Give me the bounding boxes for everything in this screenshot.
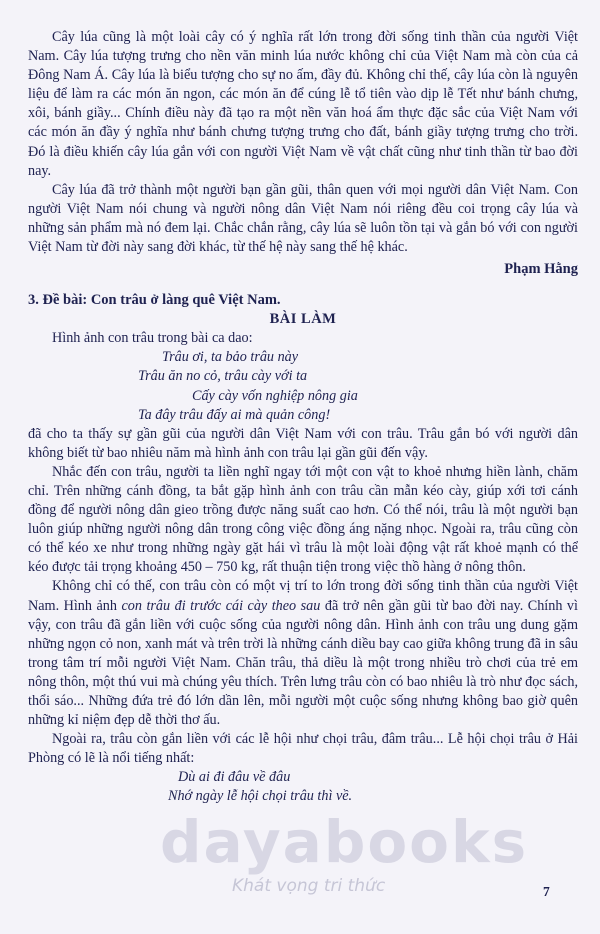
page-content bbox=[28, 28, 578, 807]
poem2-line: Nhớ ngày lễ hội chọi trâu thì về. bbox=[168, 788, 353, 805]
paragraph-b-end: đã trở nên gần gũi từ bao đời nay. Chính vì vậy, con trâu đã gắn liền với cuộc sống của người nông dân. Hình ảnh con trâu ung dung gặm những ngọn cỏ non, xanh mát và trên trời là những cánh diều bay cao giữa không trung đã in sâu trong tâm trí mỗi người Việt Nam. Chăn trâu, thả diều là một trong nhiều trò chơi của trẻ em nông thôn, một thú vui mà chúng yêu thích. Trên lưng trâu còn có bao nhiêu là trò như đọc sách, thổi sáo... Những đứa trẻ đó lớn dần lên, mỗi người một cuộc sống nhưng không bao giờ quên những kỉ niệm đẹp dễ thời thơ ấu. bbox=[28, 597, 578, 729]
poem-line: Trâu ăn no cỏ, trâu cày với ta bbox=[138, 368, 308, 385]
essay3-paragraph-c: Ngoài ra, trâu còn gắn liền với các lễ hội như chọi trâu, đâm trâu... Lễ hội chọi trâu ở Hải Phòng có lẽ là nổi tiếng nhất: bbox=[28, 731, 578, 767]
essay2-author: Phạm Hằng bbox=[504, 261, 578, 278]
essay2-paragraph-2: Cây lúa đã trở thành một người bạn gần gũi, thân quen với mọi người dân Việt Nam. Con người Việt Nam nói chung và người nông dân Việt Nam nói riêng đều coi trọng cây lúa và những sản phẩm mà nó đem lại. Chắc chắn rằng, cây lúa sẽ luôn tồn tại và gắn bó với con người Việt Nam từ đời này sang đời khác, từ thế hệ này sang thế hệ khác. bbox=[28, 181, 578, 256]
watermark-brand: dayabooks bbox=[160, 808, 529, 876]
essay3-paragraph-a: Nhắc đến con trâu, người ta liền nghĩ ngay tới một con vật to khoẻ nhưng hiền lành, chăm chỉ. Trên những cánh đồng, ta bắt gặp hình ảnh con trâu cần mẫn kéo cày, giúp xới tơi cánh đồng để người nông dân gieo trồng được năng suất cao hơn. Có thể nói, trâu là một người bạn luôn giúp những người nông dân trong công việc đồng áng nặng nhọc. Ngoài ra, trâu cũng còn có thể kéo xe như trong những ngày gặt hái vì trâu là một loài động vật rất khoẻ mạnh có thể kéo được tải trọng khoảng 450 – 750 kg, rất thuận tiện trong việc thồ hàng ở nông thôn. bbox=[28, 463, 578, 576]
essay3-subheading: BÀI LÀM bbox=[269, 311, 337, 328]
page-number: 7 bbox=[543, 884, 550, 899]
paragraph-b-start: Không chỉ có thế, con trâu còn có một vị trí to lớn trong đời sống tinh thần của người Việt Nam. Hình ảnh bbox=[28, 578, 578, 614]
poem-line: Trâu ơi, ta bảo trâu này bbox=[162, 349, 299, 366]
poem-line: Ta đây trâu đấy ai mà quản công! bbox=[138, 406, 331, 423]
watermark-tagline: Khát vọng tri thức bbox=[232, 876, 386, 896]
paragraph-b-italic: con trâu đi trước cái cày theo sau bbox=[121, 597, 321, 614]
poem2-line: Dù ai đi đâu về đâu bbox=[178, 769, 291, 786]
poem-block bbox=[28, 348, 578, 424]
essay3-paragraph-b bbox=[28, 577, 578, 730]
poem2-block bbox=[28, 768, 578, 806]
essay3-heading: 3. Đề bài: Con trâu ở làng quê Việt Nam. bbox=[28, 292, 281, 309]
essay3-after-poem: đã cho ta thấy sự gần gũi của người dân Việt Nam với con trâu. Trâu gắn bó với người dân không biết từ bao nhiêu năm mà hình ảnh con trâu lại gần gũi đến vậy. bbox=[28, 425, 578, 461]
essay3-intro: Hình ảnh con trâu trong bài ca dao: bbox=[52, 330, 253, 347]
essay2-paragraph-1: Cây lúa cũng là một loài cây có ý nghĩa rất lớn trong đời sống tinh thần của người Việt Nam. Cây lúa tượng trưng cho nền văn minh lúa nước không chỉ của Việt Nam mà còn của cả Đông Nam Á. Cây lúa là biểu tượng cho sự no ấm, đầy đủ. Không chỉ thế, cây lúa còn là nguyên liệu để làm ra các món ăn ngon, các món ăn để cúng lễ tổ tiên vào dịp lễ Tết như bánh chưng, xôi, bánh giầy... Chính điều này đã tạo ra một nền văn hoá ẩm thực đặc sắc của Việt Nam với các món ăn đầy ý nghĩa như bánh chưng tượng trưng cho đất, bánh giầy tượng trưng cho trời. Đó là điều khiến cây lúa gắn với con người Việt Nam về vật chất cũng như tinh thần từ bao đời nay. bbox=[28, 29, 578, 179]
poem-line: Cấy cày vốn nghiệp nông gia bbox=[192, 387, 358, 404]
